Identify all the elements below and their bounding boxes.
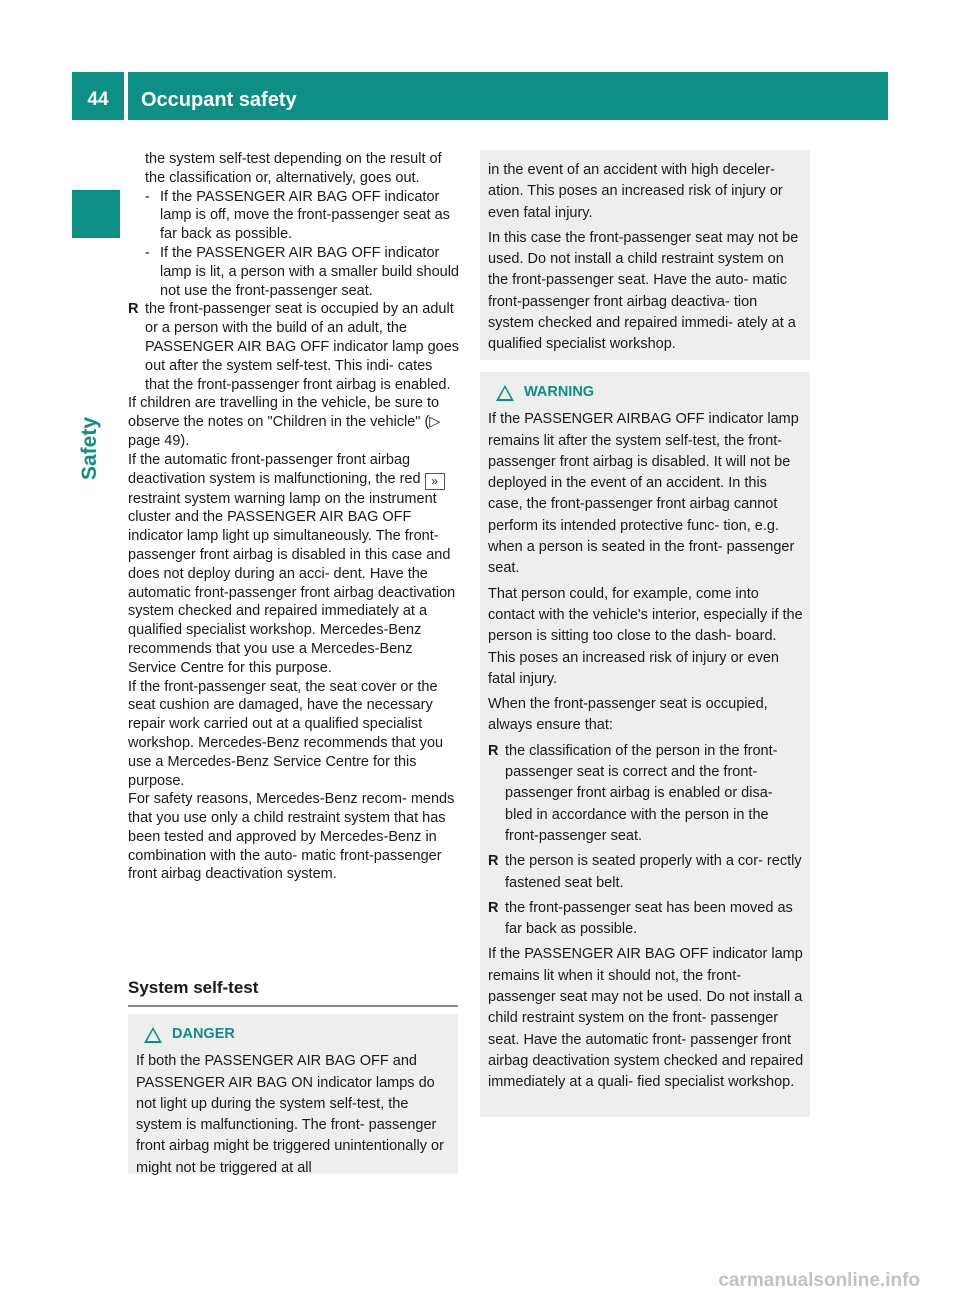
warning-paragraph: That person could, for example, come into contact with the vehicle's interior, especially if the person is sitting too close to the dash- board. This poses an increased risk of injury or even fatal injury.	[488, 585, 803, 687]
side-tab-label: Safety	[78, 416, 101, 480]
warning-label-text: WARNING	[524, 384, 595, 400]
header-divider	[124, 72, 128, 120]
checklist-item: R the front-passenger seat has been moved as far back as possible.	[488, 898, 804, 941]
warning-checklist	[488, 741, 804, 941]
warning-triangle-icon	[144, 1027, 162, 1043]
warning-paragraph: If the PASSENGER AIRBAG OFF indicator lamp remains lit after the system self-test, the front-passenger front airbag is disabled. It will not be deployed in the event of an accident. In this case, the front-passenger front airbag cannot perform its intended protective func- tion, e.g. when a person is seated in the front- passenger seat.	[488, 411, 799, 577]
footer-watermark: carmanualsonline.info	[718, 1270, 920, 1291]
warning-paragraph: When the front-passenger seat is occupied, always ensure that:	[488, 696, 768, 734]
malfunction-paragraph	[128, 451, 460, 678]
bullet-item-text: the front-passenger seat is occupied by an adult or a person with the build of an adult, the PASSENGER AIR BAG OFF indicator lamp goes out after the system self-test. This indi- cates that the front-passenger front airbag is enabled.	[145, 301, 460, 393]
danger-text: If both the PASSENGER AIR BAG OFF and PASSENGER AIR BAG ON indicator lamps do not light up during the system self-test, the system is malfunctioning. The front- passenger front airbag might be triggered unintentionally or might not be triggered at all	[136, 1053, 444, 1176]
danger-label-text: DANGER	[172, 1026, 235, 1042]
dash-item	[128, 244, 460, 300]
dash-item	[128, 188, 460, 244]
checklist-item: R the classification of the person in the front- passenger seat is correct and the front- passenger front airbag is enabled or disa- bled in accordance with the person in the front-passenger seat.	[488, 741, 804, 847]
children-note: If children are travelling in the vehicle, be sure to observe the notes on "Children in the vehicle" (▷ page 49).	[128, 395, 441, 449]
seat-restraint-icon: »	[425, 473, 445, 490]
warning-box	[480, 372, 810, 1117]
warning-triangle-icon	[496, 385, 514, 401]
recommendation-paragraph: For safety reasons, Mercedes-Benz recom- mends that you use only a child restraint system that has been tested and approved by Mercedes-Benz in combination with the auto- matic front-passenger front airbag deactivation system.	[128, 791, 455, 883]
section-title: Occupant safety	[141, 89, 297, 111]
continued-paragraph: the system self-test depending on the result of the classification or, alternatively, goes out.	[145, 151, 442, 186]
bullet-item	[128, 300, 460, 394]
dash-item-text: If the PASSENGER AIR BAG OFF indicator lamp is lit, a person with a smaller build should not use the front-passenger seat.	[160, 244, 459, 299]
danger-box	[128, 1014, 458, 1174]
side-tab-marker	[72, 190, 120, 238]
checklist-item: R the person is seated properly with a cor- rectly fastened seat belt.	[488, 851, 804, 894]
malfunction-text-start: If the automatic front-passenger front airbag deactivation system is malfunctioning, the red	[128, 451, 421, 487]
dash-item-text: If the PASSENGER AIR BAG OFF indicator lamp is off, move the front-passenger seat as far back as possible.	[160, 188, 450, 243]
page-number: 44	[87, 89, 109, 110]
continued-danger-box	[480, 150, 810, 360]
warning-paragraph: If the PASSENGER AIR BAG OFF indicator lamp remains lit when it should not, the front- passenger seat may not be used. Do not install a child restraint system on the front- passenger seat. Have the automatic front- passenger front airbag deactivation system checked and repaired immediately at a quali- fied specialist workshop.	[488, 946, 804, 1091]
dash-marker: -	[145, 188, 150, 205]
section-subheading: System self-test	[128, 978, 458, 1007]
dash-marker: -	[145, 244, 150, 261]
damage-paragraph: If the front-passenger seat, the seat cover or the seat cushion are damaged, have the necessary repair work carried out at a qualified specialist workshop. Mercedes-Benz recommends that you use a Mercedes-Benz Service Centre for this purpose.	[128, 678, 444, 789]
continued-danger-advice: In this case the front-passenger seat may not be used. Do not install a child restraint system on the front-passenger seat. Have the auto- matic front-passenger front airbag deactiva- tion system checked and repaired immedi- ately at a qualified specialist workshop.	[488, 229, 799, 353]
left-column	[128, 150, 460, 884]
warning-label	[496, 382, 804, 403]
danger-label	[144, 1024, 452, 1045]
continued-danger-text: in the event of an accident with high deceler- ation. This poses an increased risk of injury or even fatal injury.	[488, 162, 783, 221]
bullet-marker: R	[128, 301, 139, 318]
malfunction-text-end: restraint system warning lamp on the instrument cluster and the PASSENGER AIR BAG OFF indicator lamp light up simultaneously. The front-passenger front airbag is disabled in this case and does not deploy during an acci- dent. Have the automatic front-passenger front airbag deactivation system checked and repaired immediately at a qualified specialist workshop. Mercedes-Benz recommends that you use a Mercedes-Benz Service Centre for this purpose.	[128, 490, 456, 676]
